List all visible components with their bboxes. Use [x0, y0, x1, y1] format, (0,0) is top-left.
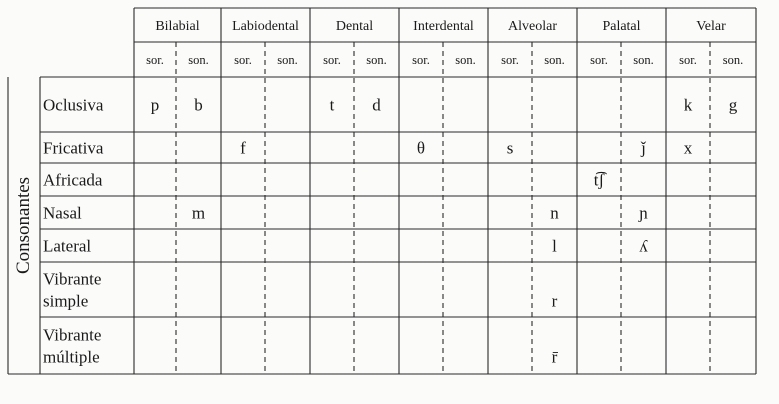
phoneme-symbol: θ [416, 138, 426, 158]
phoneme-symbol: r [551, 291, 558, 311]
voiceless-header: sor. [590, 53, 608, 67]
phoneme-symbol: ǰ [641, 138, 646, 158]
voiceless-header: sor. [146, 53, 164, 67]
voiced-header: son. [188, 53, 209, 67]
voiced-header: son. [366, 53, 387, 67]
manner-label: Vibrante [43, 269, 102, 289]
manner-label: Fricativa [43, 138, 104, 158]
manner-label: Nasal [43, 203, 82, 223]
phoneme-symbol: k [683, 95, 693, 115]
voiced-header: son. [277, 53, 298, 67]
manner-label: simple [43, 291, 89, 311]
phoneme-symbol: r̄ [551, 347, 558, 367]
voiceless-header: sor. [501, 53, 519, 67]
manner-label: Oclusiva [43, 95, 104, 115]
place-header: Alveolar [508, 19, 557, 34]
phoneme-symbol: t͡ʃ [593, 170, 605, 190]
voiceless-header: sor. [412, 53, 430, 67]
place-header: Interdental [413, 19, 474, 34]
phoneme-symbol: f [240, 138, 246, 158]
voiceless-header: sor. [234, 53, 252, 67]
manner-label: Lateral [43, 236, 92, 256]
phoneme-symbol: n [550, 203, 559, 223]
phoneme-symbol: ʎ [639, 236, 648, 256]
phoneme-symbol: t [329, 95, 335, 115]
voiced-header: son. [544, 53, 565, 67]
manner-label: Africada [43, 170, 103, 190]
place-header: Dental [335, 19, 374, 34]
voiceless-header: sor. [679, 53, 697, 67]
manner-label: múltiple [43, 347, 100, 367]
phoneme-symbol: s [506, 138, 514, 158]
voiceless-header: sor. [323, 53, 341, 67]
phoneme-symbol: d [372, 95, 381, 115]
phoneme-symbol: b [194, 95, 203, 115]
place-header: Palatal [602, 19, 641, 34]
phoneme-symbol: p [150, 95, 160, 115]
phoneme-symbol: m [191, 203, 206, 223]
side-label: Consonantes [13, 176, 34, 275]
voiced-header: son. [633, 53, 654, 67]
place-header: Velar [696, 19, 726, 34]
phoneme-symbol: g [728, 95, 738, 115]
place-header: Labiodental [232, 19, 299, 34]
voiced-header: son. [455, 53, 476, 67]
place-header: Bilabial [155, 19, 200, 34]
voiced-header: son. [722, 53, 744, 67]
manner-label: Vibrante [43, 325, 102, 345]
phoneme-symbol: l [552, 236, 557, 256]
phoneme-symbol: x [683, 138, 693, 158]
phoneme-symbol: ɲ [639, 203, 648, 223]
